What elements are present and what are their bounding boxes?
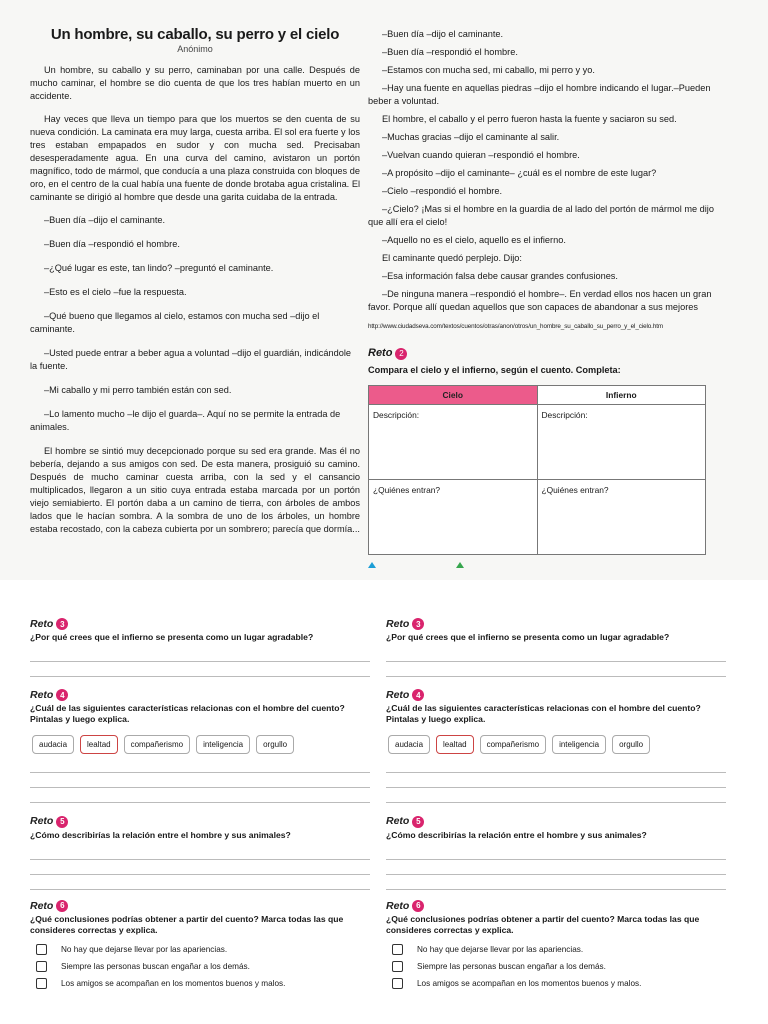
option-row[interactable]	[392, 978, 726, 989]
chip-audacia[interactable]: audacia	[32, 735, 74, 754]
dialog-line: –Esto es el cielo –fue la respuesta.	[44, 287, 187, 297]
chip-audacia[interactable]: audacia	[388, 735, 430, 754]
answer-line[interactable]	[386, 647, 726, 662]
answer-line[interactable]	[386, 758, 726, 773]
cell-cielo-quienes[interactable]: ¿Quiénes entran?	[369, 480, 538, 555]
dialog-line: –Esa información falsa debe causar grandes confusiones.	[382, 271, 618, 281]
cell-cielo-descripcion[interactable]: Descripción:	[369, 405, 538, 480]
trait-chips	[32, 735, 370, 754]
reto2-prompt: Compara el cielo y el infierno, según el cuento. Completa:	[368, 365, 621, 375]
dialog-line: El caminante quedó perplejo. Dijo:	[382, 253, 522, 263]
answer-line[interactable]	[30, 875, 370, 890]
dialog-line: El hombre, el caballo y el perro fueron hasta la fuente y saciaron su sed.	[382, 114, 677, 124]
chip-inteligencia[interactable]: inteligencia	[552, 735, 606, 754]
answer-line[interactable]	[30, 845, 370, 860]
reto6-header: Reto 6	[30, 900, 370, 912]
reto2-number-badge: 2	[395, 348, 407, 360]
dialog-line: –Estamos con mucha sed, mi caballo, mi perro y yo.	[382, 65, 595, 75]
chip-inteligencia[interactable]: inteligencia	[196, 735, 250, 754]
reto5-question: ¿Cómo describirías la relación entre el hombre y sus animales?	[30, 829, 291, 840]
story-paragraph: Un hombre, su caballo y su perro, caminaban por una calle. Después de mucho caminar, el hombre se dio cuenta de que los tres habían muerto en un accidente.	[30, 65, 360, 101]
checkbox[interactable]	[36, 944, 47, 955]
reto4-question: ¿Cuál de las siguientes características relacionas con el hombre del cuento? Pintalas y luego explica.	[30, 703, 345, 725]
option-label: Los amigos se acompañan en los momentos buenos y malos.	[417, 978, 642, 988]
reto5-question: ¿Cómo describirías la relación entre el hombre y sus animales?	[386, 829, 647, 840]
checkbox[interactable]	[36, 978, 47, 989]
dialog-line: –¿Qué lugar es este, tan lindo? –preguntó el caminante.	[44, 263, 274, 273]
answer-line[interactable]	[30, 773, 370, 788]
option-row[interactable]	[392, 944, 726, 955]
header-cielo: Cielo	[369, 386, 538, 405]
checkbox[interactable]	[392, 978, 403, 989]
dialog-line: –De ninguna manera –respondió el hombre–. En verdad ellos nos hacen un gran favor. Porque allí quedan aquellos que son capaces de abandonar a sus mejores	[368, 289, 712, 312]
reto4-header: Reto 4	[30, 689, 370, 701]
reto3-question: ¿Por qué crees que el infierno se presenta como un lugar agradable?	[30, 632, 314, 643]
dialog-line: –Cielo –respondió el hombre.	[382, 186, 503, 196]
answer-line[interactable]	[386, 860, 726, 875]
dialog-line: –¿Cielo? ¡Mas si el hombre en la guardia de al lado del portón de mármol me dijo que allí era el cielo!	[368, 204, 714, 227]
chip-orgullo[interactable]: orgullo	[256, 735, 294, 754]
dialog-line: –Lo lamento mucho –le dijo el guarda–. Aquí no se permite la entrada de animales.	[30, 409, 341, 432]
dialog-line: –Hay una fuente en aquellas piedras –dijo el hombre indicando el lugar.–Pueden beber a voluntad.	[368, 83, 711, 106]
chip-companerismo[interactable]: compañerismo	[124, 735, 190, 754]
dialog-line: –Buen día –respondió el hombre.	[44, 239, 180, 249]
option-label: Siempre las personas buscan engañar a los demás.	[417, 961, 606, 971]
dialog-line: –Mi caballo y mi perro también están con sed.	[44, 385, 232, 395]
chip-lealtad[interactable]: lealtad	[80, 735, 118, 754]
dialog-line: –Usted puede entrar a beber agua a voluntad –dijo el guardián, indicándole la fuente.	[30, 348, 351, 371]
checkbox[interactable]	[36, 961, 47, 972]
blue-triangle-mark-icon	[368, 562, 376, 568]
option-label: Siempre las personas buscan engañar a los demás.	[61, 961, 250, 971]
story-author: Anónimo	[177, 44, 213, 54]
chip-companerismo[interactable]: compañerismo	[480, 735, 546, 754]
reto3-header: Reto 3	[30, 618, 370, 630]
reto6-header: Reto 6	[386, 900, 726, 912]
chip-lealtad[interactable]: lealtad	[436, 735, 474, 754]
reto5-header: Reto 5	[386, 815, 726, 827]
option-label: No hay que dejarse llevar por las apariencias.	[417, 944, 584, 954]
trait-chips	[388, 735, 726, 754]
cell-infierno-descripcion[interactable]: Descripción:	[537, 405, 706, 480]
worksheet-left	[30, 618, 370, 995]
reto4-header: Reto 4	[386, 689, 726, 701]
answer-line[interactable]	[30, 662, 370, 677]
option-row[interactable]	[36, 944, 370, 955]
dialog-line: –Buen día –dijo el caminante.	[382, 29, 504, 39]
reto2-header	[368, 347, 720, 360]
cell-infierno-quienes[interactable]: ¿Quiénes entran?	[537, 480, 706, 555]
dialog-line: –Qué bueno que llegamos al cielo, estamos con mucha sed –dijo el caminante.	[30, 311, 320, 334]
header-infierno: Infierno	[537, 386, 706, 405]
answer-line[interactable]	[386, 845, 726, 860]
answer-line[interactable]	[30, 860, 370, 875]
dialog-line: –Buen día –dijo el caminante.	[44, 215, 166, 225]
source-url: http://www.ciudadseva.com/textos/cuentos/otras/anon/otros/un_hombre_su_caballo_su_perro_y_el_cielo.htm	[368, 323, 664, 330]
reto6-question: ¿Qué conclusiones podrías obtener a partir del cuento? Marca todas las que consideres correctas y explica.	[30, 913, 344, 935]
dialog-line: –Buen día –respondió el hombre.	[382, 47, 518, 57]
reto2-label: Reto	[368, 347, 393, 359]
chip-orgullo[interactable]: orgullo	[612, 735, 650, 754]
answer-line[interactable]	[386, 773, 726, 788]
answer-line[interactable]	[386, 875, 726, 890]
reto3-question: ¿Por qué crees que el infierno se presenta como un lugar agradable?	[386, 632, 670, 643]
option-row[interactable]	[36, 961, 370, 972]
story-paragraph: El hombre se sintió muy decepcionado porque su sed era grande. Mas él no bebería, dejando a sus amigos con sed. De esta manera, prosiguió su camino. Después de mucho caminar cuesta arriba, con la sed y el cansancio multiplicados, llegaron a un sitio cuya entrada estaba marcada por un portón viejo semiabierto. El portón daba a un camino de tierra, con árboles de ambos lados que le hacían sombra. A la sombra de uno de los árboles, un hombre estaba recostado, con la cabeza cubierta por un sombrero; parecía que dormía...	[30, 446, 360, 534]
checkbox[interactable]	[392, 944, 403, 955]
checkbox[interactable]	[392, 961, 403, 972]
dialog-line: –Muchas gracias –dijo el caminante al salir.	[382, 132, 560, 142]
story-right-column	[368, 28, 720, 555]
reto3-header: Reto 3	[386, 618, 726, 630]
story-paragraph: Hay veces que lleva un tiempo para que los muertos se den cuenta de su nueva condición. La caminata era muy larga, cuesta arriba. El sol era fuerte y los tres estaban empapados en sudor y con mucha sed. Precisaban desesperadamente agua. En una curva del camino, avistaron un portón magnífico, todo de mármol, que conducía a una plaza construida con bloques de oro, en el centro de la cual había una fuente de donde brotaba agua cristalina. El caminante se dirigió al hombre que desde una garita cuidaba de la entrada.	[30, 114, 360, 202]
dialog-line: –Aquello no es el cielo, aquello es el infierno.	[382, 235, 566, 245]
answer-line[interactable]	[30, 788, 370, 803]
story-left-column	[30, 28, 360, 546]
story-title: Un hombre, su caballo, su perro y el cielo	[50, 26, 340, 43]
worksheet-right	[386, 618, 726, 995]
green-triangle-mark-icon	[456, 562, 464, 568]
option-label: Los amigos se acompañan en los momentos buenos y malos.	[61, 978, 286, 988]
compare-table	[368, 385, 706, 555]
dialog-line: –A propósito –dijo el caminante– ¿cuál es el nombre de este lugar?	[382, 168, 657, 178]
answer-line[interactable]	[386, 662, 726, 677]
reto5-header: Reto 5	[30, 815, 370, 827]
answer-line[interactable]	[30, 647, 370, 662]
answer-line[interactable]	[30, 758, 370, 773]
reto4-question: ¿Cuál de las siguientes características relacionas con el hombre del cuento? Pintalas y luego explica.	[386, 703, 701, 725]
reto6-question: ¿Qué conclusiones podrías obtener a partir del cuento? Marca todas las que consideres correctas y explica.	[386, 913, 700, 935]
option-label: No hay que dejarse llevar por las apariencias.	[61, 944, 228, 954]
dialog-line: –Vuelvan cuando quieran –respondió el hombre.	[382, 150, 580, 160]
option-row[interactable]	[392, 961, 726, 972]
answer-line[interactable]	[386, 788, 726, 803]
option-row[interactable]	[36, 978, 370, 989]
